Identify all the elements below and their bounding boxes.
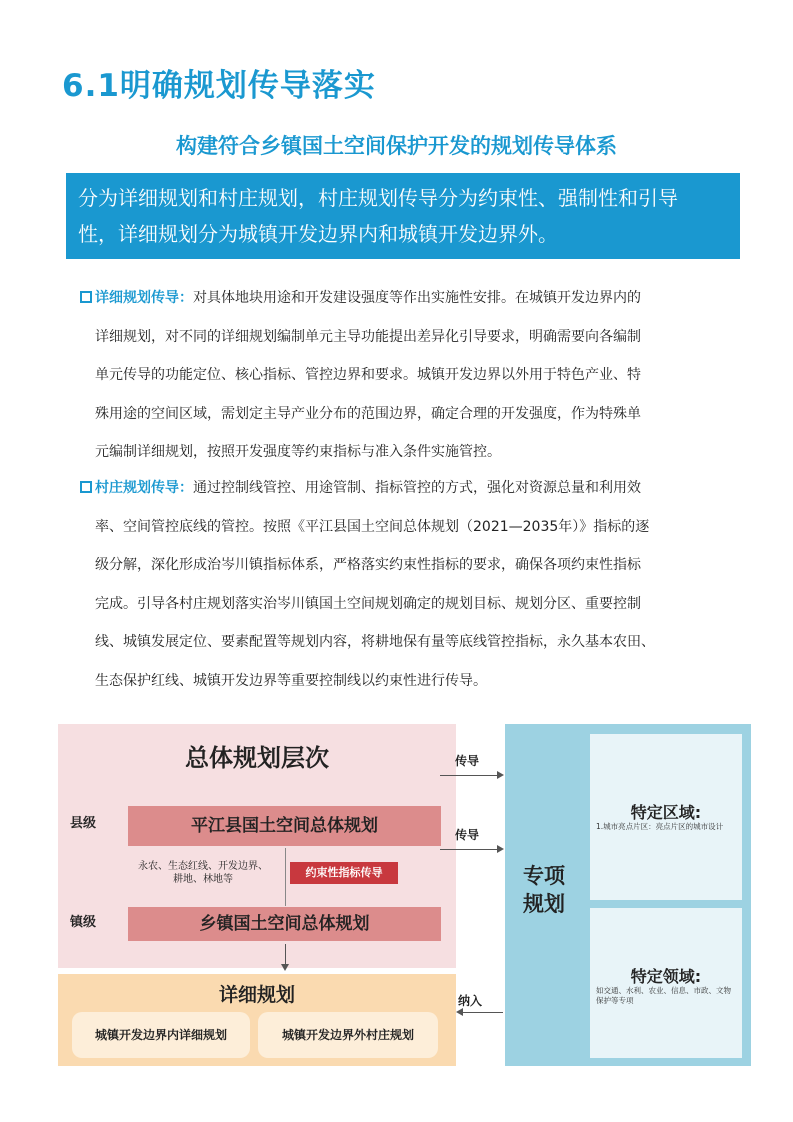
page-title: 6.1明确规划传导落实 bbox=[62, 68, 376, 104]
arrow-down-icon bbox=[281, 964, 289, 971]
detail-transmission-paragraph bbox=[80, 279, 740, 472]
paragraph-text: 对具体地块用途和开发建设强度等作出实施性安排。在城镇开发边界内的 bbox=[193, 290, 641, 306]
arrow-right-icon bbox=[497, 845, 504, 853]
special-plan-title bbox=[505, 862, 583, 918]
connector-line bbox=[285, 944, 286, 966]
arrow-label: 纳入 bbox=[458, 994, 483, 1008]
town-level-label: 镇级 bbox=[70, 915, 97, 930]
specific-field-title: 特定领域: bbox=[630, 967, 702, 986]
connector-line bbox=[285, 848, 286, 906]
paragraph-text: 线、城镇发展定位、要素配置等规划内容，将耕地保有量等底线管控指标，永久基本农田、 bbox=[95, 634, 655, 650]
paragraph-text: 完成。引导各村庄规划落实治岑川镇国土空间规划确定的规划目标、规划分区、重要控制 bbox=[95, 595, 641, 612]
banner-line: 性，详细规划分为城镇开发边界内和城镇开发边界外。 bbox=[78, 222, 558, 246]
note-line: 永农、生态红线、开发边界、 bbox=[138, 861, 268, 872]
special-title-line: 规划 bbox=[523, 892, 565, 916]
note-line: 耕地、林地等 bbox=[173, 874, 233, 885]
connector-line bbox=[440, 849, 498, 850]
special-title-line: 专项 bbox=[523, 864, 565, 888]
specific-field-desc bbox=[596, 986, 740, 1006]
town-plan-bar: 乡镇国土空间总体规划 bbox=[128, 907, 441, 941]
specific-zone-desc: 1.城市亮点片区：亮点片区的城市设计 bbox=[596, 822, 724, 831]
county-level-label: 县级 bbox=[70, 816, 97, 831]
connector-line bbox=[440, 775, 498, 776]
checkbox-icon bbox=[80, 481, 92, 493]
paragraph-lead: 详细规划传导： bbox=[95, 290, 193, 306]
checkbox-icon bbox=[80, 291, 92, 303]
section-subtitle: 构建符合乡镇国土空间保护开发的规划传导体系 bbox=[176, 134, 617, 158]
paragraph-text: 通过控制线管控、用途管制、指标管控的方式，强化对资源总量和利用效 bbox=[193, 480, 641, 496]
paragraph-text: 元编制详细规划，按照开发强度等约束指标与准入条件实施管控。 bbox=[95, 444, 501, 460]
summary-banner bbox=[66, 173, 740, 259]
overall-plan-title: 总体规划层次 bbox=[185, 744, 329, 772]
inside-boundary-plan: 城镇开发边界内详细规划 bbox=[72, 1012, 250, 1058]
connector-line bbox=[463, 1012, 503, 1013]
outside-boundary-plan: 城镇开发边界外村庄规划 bbox=[258, 1012, 438, 1058]
paragraph-lead: 村庄规划传导： bbox=[95, 480, 193, 496]
arrow-left-icon bbox=[456, 1008, 463, 1016]
detail-plan-title: 详细规划 bbox=[218, 984, 295, 1006]
banner-line: 分为详细规划和村庄规划，村庄规划传导分为约束性、强制性和引导 bbox=[78, 186, 678, 210]
constraint-tag: 约束性指标传导 bbox=[290, 862, 398, 884]
field-desc-line: 保护等专项 bbox=[596, 996, 634, 1005]
specific-zone-title: 特定区域: bbox=[630, 803, 702, 822]
paragraph-text: 级分解，深化形成治岑川镇指标体系，严格落实约束性指标的要求，确保各项约束性指标 bbox=[95, 557, 641, 573]
control-lines-note bbox=[128, 860, 278, 886]
paragraph-text: 单元传导的功能定位、核心指标、管控边界和要求。城镇开发边界以外用于特色产业、特 bbox=[95, 367, 641, 383]
arrow-label: 传导 bbox=[455, 828, 480, 842]
arrow-right-icon bbox=[497, 771, 504, 779]
field-desc-line: 如交通、水利、农业、信息、市政、文物 bbox=[596, 986, 731, 995]
paragraph-text: 生态保护红线、城镇开发边界等重要控制线以约束性进行传导。 bbox=[95, 672, 487, 689]
village-transmission-paragraph bbox=[80, 469, 740, 700]
county-plan-bar: 平江县国土空间总体规划 bbox=[128, 806, 441, 846]
paragraph-text: 详细规划，对不同的详细规划编制单元主导功能提出差异化引导要求，明确需要向各编制 bbox=[95, 328, 641, 345]
paragraph-text: 率、空间管控底线的管控。按照《平江县国土空间总体规划（2021—2035年）》指标的逐 bbox=[95, 518, 650, 535]
arrow-label: 传导 bbox=[455, 754, 480, 768]
paragraph-text: 殊用途的空间区域，需划定主导产业分布的范围边界，确定合理的开发强度，作为特殊单 bbox=[95, 405, 641, 422]
